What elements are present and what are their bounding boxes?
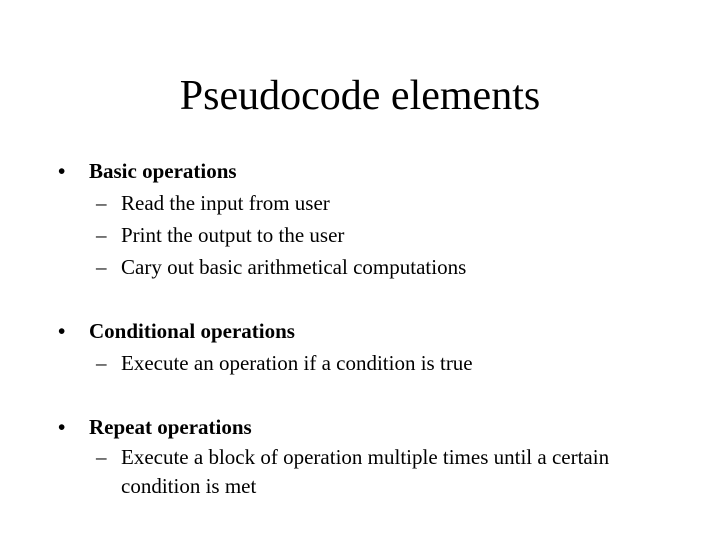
sub-item (58, 251, 698, 283)
dash-icon: – (96, 351, 107, 375)
sub-list (58, 347, 698, 379)
sub-item (58, 219, 698, 251)
bullet-dot-icon: • (58, 319, 66, 343)
sub-item (58, 347, 698, 379)
dash-icon: – (96, 223, 107, 247)
bullet-dot-icon: • (58, 159, 66, 183)
slide-title: Pseudocode elements (179, 73, 541, 119)
bullet-heading (58, 411, 698, 443)
sub-item-text: Cary out basic arithmetical computations (121, 255, 467, 279)
sub-list (58, 187, 698, 283)
sub-item-text: Execute a block of operation multiple times until a certain condition is met (121, 445, 610, 498)
bullet-repeat-operations (58, 411, 698, 501)
bullet-heading (58, 155, 698, 187)
sub-item-text: Execute an operation if a condition is true (121, 351, 473, 375)
sub-list (58, 443, 698, 501)
dash-icon: – (96, 191, 107, 215)
bullet-label: Basic operations (89, 159, 237, 183)
bullet-label: Repeat operations (89, 415, 252, 439)
sub-item-text: Print the output to the user (121, 223, 345, 247)
sub-item (58, 443, 698, 501)
slide-content (58, 155, 698, 501)
sub-item (58, 187, 698, 219)
bullet-dot-icon: • (58, 415, 66, 439)
bullet-label: Conditional operations (89, 319, 295, 343)
bullet-conditional-operations (58, 315, 698, 379)
dash-icon: – (96, 445, 107, 469)
dash-icon: – (96, 255, 107, 279)
sub-item-text: Read the input from user (121, 191, 330, 215)
bullet-basic-operations (58, 155, 698, 283)
bullet-heading (58, 315, 698, 347)
